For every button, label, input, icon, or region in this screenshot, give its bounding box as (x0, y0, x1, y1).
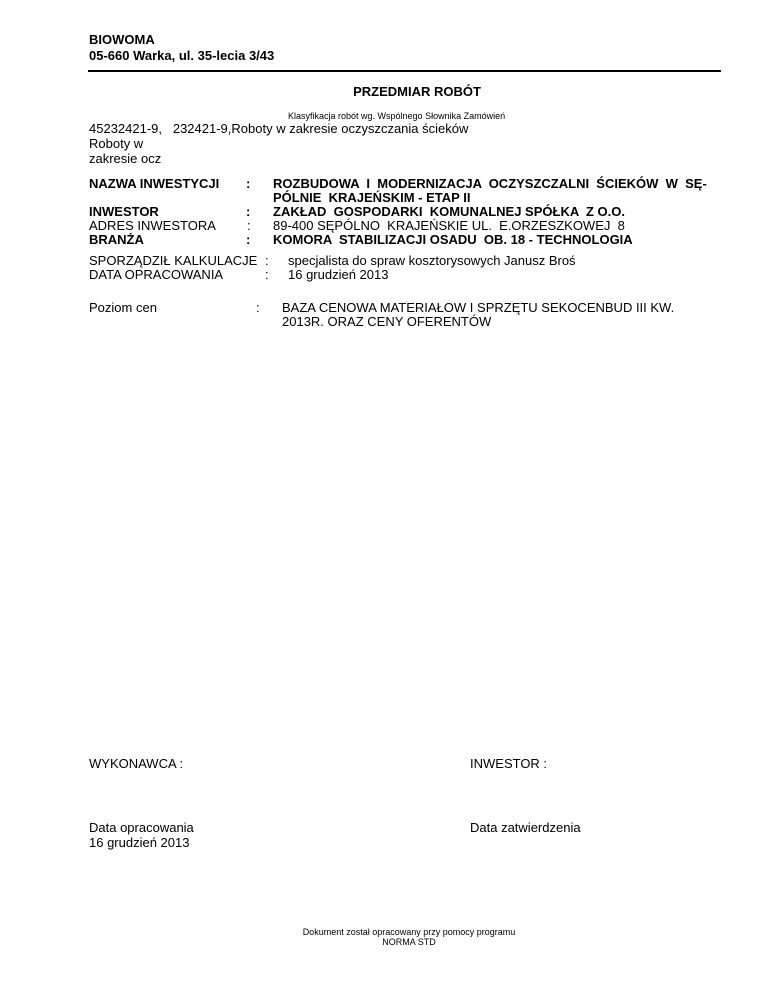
prepared-by-label: SPORZĄDZIŁ KALKULACJE (89, 253, 258, 268)
investment-name-value-line1: ROZBUDOWA I MODERNIZACJA OCZYSZCZALNI ŚCIEKÓW W SĘ- (273, 176, 707, 191)
preparation-date-value: 16 grudzień 2013 (89, 835, 190, 850)
classification-line-2: Roboty w (89, 136, 144, 151)
branch-label: BRANŻA (89, 232, 144, 247)
contractor-label: WYKONAWCA : (89, 756, 184, 771)
price-level-value-line2: 2013R. ORAZ CENY OFERENTÓW (282, 314, 492, 329)
company-name: BIOWOMA (89, 32, 155, 47)
date-prepared-label: DATA OPRACOWANIA (89, 267, 224, 282)
investor-value: ZAKŁAD GOSPODARKI KOMUNALNEJ SPÓŁKA Z O.O. (273, 204, 625, 219)
investor-colon: : (246, 204, 251, 219)
date-prepared-colon: : (265, 267, 269, 282)
classification-caption: Klasyfikacja robót wg. Wspólnego Słownika Zamówień (288, 111, 506, 121)
investor-address-value: 89-400 SĘPÓLNO KRAJEŃSKIE UL. E.ORZESZKOWEJ 8 (273, 218, 625, 233)
investor-signature-label: INWESTOR : (470, 756, 548, 771)
investor-label: INWESTOR (89, 204, 159, 219)
prepared-by-colon: : (265, 253, 269, 268)
investment-name-label: NAZWA INWESTYCJI (89, 176, 220, 191)
investment-name-value-line2: PÓLNIE KRAJEŃSKIM - ETAP II (273, 190, 471, 205)
footer-line-2: NORMA STD (382, 937, 436, 947)
investor-address-colon: : (247, 218, 251, 233)
branch-value: KOMORA STABILIZACJI OSADU OB. 18 - TECHNOLOGIA (273, 232, 633, 247)
branch-colon: : (246, 232, 251, 247)
price-level-colon: : (256, 300, 260, 315)
header-divider (88, 70, 721, 72)
preparation-date-label: Data opracowania (89, 820, 194, 835)
company-address: 05-660 Warka, ul. 35-lecia 3/43 (89, 48, 275, 63)
classification-line-3: zakresie ocz (89, 151, 162, 166)
price-level-label: Poziom cen (89, 300, 157, 315)
page-title: PRZEDMIAR ROBÓT (353, 84, 481, 99)
prepared-by-value: specjalista do spraw kosztorysowych Janusz Broś (288, 253, 576, 268)
approval-date-label: Data zatwierdzenia (470, 820, 581, 835)
classification-code-line: 45232421-9, 232421-9,Roboty w zakresie oczyszczania ścieków (89, 121, 469, 136)
price-level-value-line1: BAZA CENOWA MATERIAŁOW I SPRZĘTU SEKOCENBUD III KW. (282, 300, 675, 315)
investor-address-label: ADRES INWESTORA (89, 218, 216, 233)
investment-name-colon: : (246, 176, 251, 191)
footer-line-1: Dokument został opracowany przy pomocy programu (302, 927, 516, 937)
date-prepared-value: 16 grudzień 2013 (288, 267, 389, 282)
